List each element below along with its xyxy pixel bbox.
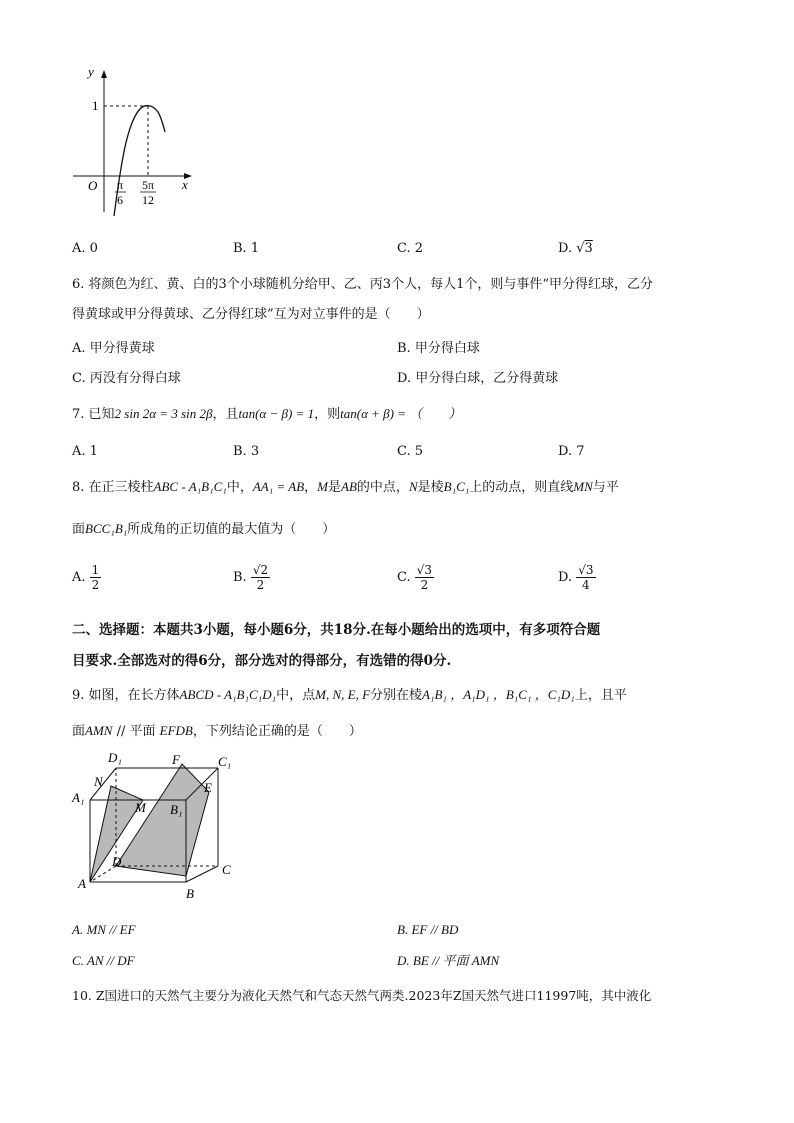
q7-option-a[interactable]: A. 1 (72, 444, 98, 459)
q10-line1: 10. Z国进口的天然气主要分为液化天然气和气态天然气两类.2023年Z国天然气进口11997吨，其中液化 (72, 988, 652, 1003)
function-graph (68, 62, 208, 222)
q7-option-b[interactable]: B. 3 (233, 444, 260, 459)
q6-option-d[interactable]: D. 甲分得白球，乙分得黄球 (397, 371, 559, 386)
y-axis-label: y (88, 64, 94, 79)
label-n: N (94, 774, 103, 789)
x-tick-pi6-den: 6 (117, 193, 123, 207)
q9-option-a[interactable]: A. MN // EF (72, 922, 136, 937)
label-c1: C₁ (218, 754, 232, 769)
q7-option-c[interactable]: C. 5 (397, 444, 424, 459)
q7-ask: tan(α + β) = （ ） (340, 406, 462, 421)
q8-line1: 8. 在正三棱柱ABC - A₁B₁C₁中，AA₁ = AB，M是AB的中点，N是棱B₁C₁上的动点，则直线MN与平 (72, 479, 619, 495)
q9-option-d[interactable]: D. BE // 平面 AMN (397, 953, 500, 968)
x-tick-5pi12-num: 5π (141, 178, 155, 192)
y-axis-arrow (101, 70, 107, 78)
x-axis-label: x (182, 177, 188, 192)
q9-line2: 面AMN // 平面 EFDB，下列结论正确的是（ ） (72, 723, 362, 739)
label-m: M (135, 800, 146, 815)
q7-option-d[interactable]: D. 7 (558, 444, 585, 459)
q9-option-c[interactable]: C. AN // DF (72, 953, 135, 968)
q5-option-c[interactable]: C. 2 (397, 241, 424, 256)
y-tick-1: 1 (92, 98, 99, 113)
q9-option-b[interactable]: B. EF // BD (397, 922, 459, 937)
q8-option-b[interactable]: B. $\frac{√2}{2}$ (233, 563, 269, 592)
q8-option-c[interactable]: C. $\frac{√3}{2}$ (397, 563, 433, 592)
x-tick-pi6-num: π (116, 178, 124, 192)
origin-label: O (88, 178, 98, 193)
q6-line1: 6. 将颜色为红、黄、白的3个小球随机分给甲、乙、丙3个人，每人1个，则与事件“甲分得红球，乙分 (72, 277, 653, 292)
section2-line1: 二、选择题：本题共3小题，每小题6分，共18分.在每小题给出的选项中，有多项符合题 (72, 622, 601, 638)
q7-cond1: 2 sin 2α = 3 sin 2β (114, 406, 213, 421)
x-tick-5pi12-den: 12 (142, 193, 154, 207)
q5-option-b[interactable]: B. 1 (233, 241, 260, 256)
section2-line2: 目要求.全部选对的得6分，部分选对的得部分，有选错的得0分. (72, 653, 452, 669)
label-d1: D₁ (108, 750, 122, 765)
cuboid-figure (68, 750, 248, 915)
q8-option-a[interactable]: A. $\frac{1}{2}$ (72, 563, 100, 592)
q7-stem: 7. 已知2 sin 2α = 3 sin 2β，且tan(α − β) = 1，则tan(α + β) = （ ） (72, 406, 462, 422)
q6-option-b[interactable]: B. 甲分得白球 (397, 341, 480, 356)
label-e: E (204, 780, 212, 795)
q7-cond2: tan(α − β) = 1 (238, 406, 315, 421)
q6-option-a[interactable]: A. 甲分得黄球 (72, 341, 155, 356)
q9-line1: 9. 如图，在长方体ABCD - A₁B₁C₁D₁中，点M, N, E, F分别在棱A₁B₁ ，A₁D₁ ，B₁C₁ ，C₁D₁上，且平 (72, 687, 627, 703)
q5-radicand: 3 (584, 241, 593, 256)
label-b1: B₁ (170, 802, 183, 817)
label-c: C (222, 862, 231, 877)
q6-option-c[interactable]: C. 丙没有分得白球 (72, 371, 181, 386)
label-a1: A₁ (72, 790, 85, 805)
q5-option-d[interactable]: D. √3 (558, 241, 593, 256)
label-a: A (78, 876, 86, 891)
q8-line2: 面BCC₁B₁所成角的正切值的最大值为（ ） (72, 521, 336, 537)
label-f: F (172, 752, 180, 767)
label-d: D (112, 854, 122, 869)
label-b: B (186, 886, 194, 901)
q6-line2: 得黄球或甲分得黄球、乙分得红球”互为对立事件的是（ ） (72, 307, 430, 322)
q5-option-a[interactable]: A. 0 (72, 241, 98, 256)
q8-option-d[interactable]: D. $\frac{√3}{4}$ (558, 563, 594, 592)
